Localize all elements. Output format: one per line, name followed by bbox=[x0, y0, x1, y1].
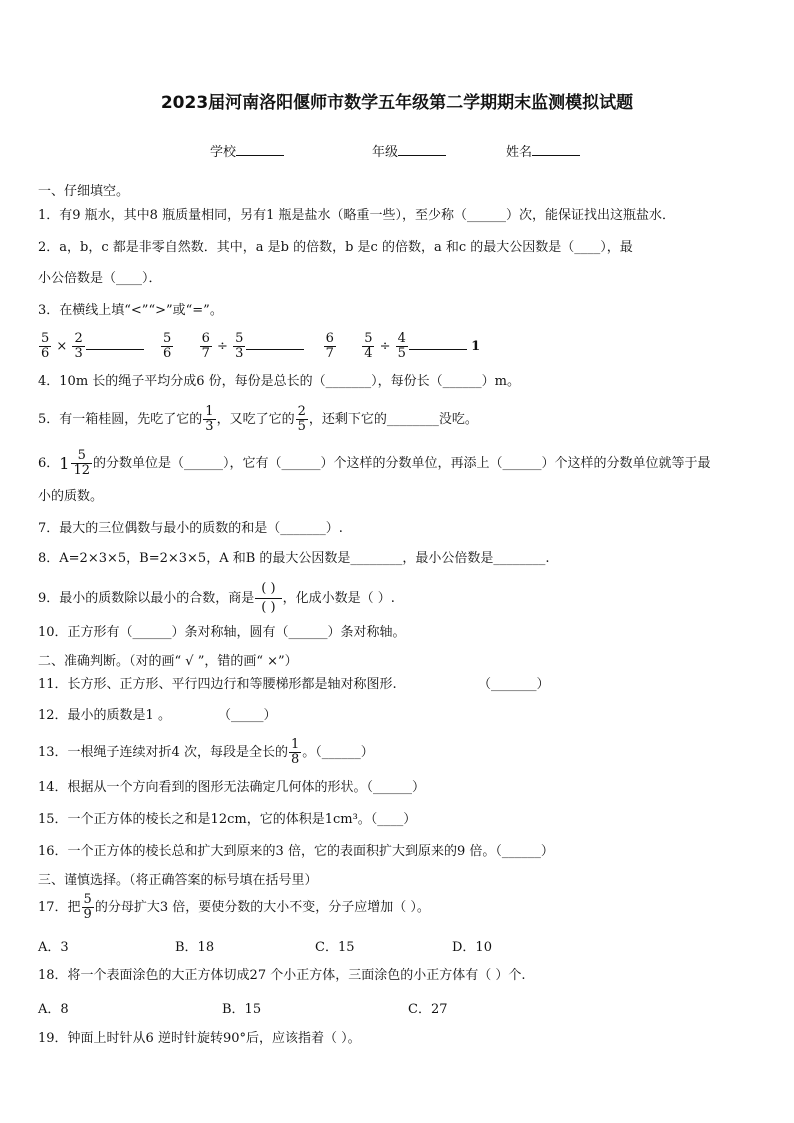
q18-option-c[interactable]: C．27 bbox=[408, 1002, 448, 1017]
question-6-line2: 小的质数。 bbox=[38, 489, 104, 504]
name-field bbox=[506, 141, 580, 160]
fraction: $\frac{5}{6}$ bbox=[163, 331, 172, 361]
mixed-number: 1 $\frac{5}{12}$ bbox=[59, 448, 91, 478]
page-title: 2023届河南洛阳偃师市数学五年级第二学期期末监测模拟试题 bbox=[160, 93, 634, 113]
operator: ÷ bbox=[379, 339, 391, 354]
question-17: 17．把 $\frac{5}{9}$ 的分母扩大3 倍，要使分数的大小不变，分子应增加（ ）。 bbox=[38, 892, 430, 922]
fraction: $\frac{5}{3}$ bbox=[235, 331, 244, 361]
question-11-answer[interactable]: （_______） bbox=[478, 677, 550, 692]
compare-blank[interactable] bbox=[86, 337, 144, 350]
q17-option-b[interactable]: B．18 bbox=[175, 940, 215, 955]
operator: × bbox=[56, 339, 68, 354]
grade-field bbox=[372, 141, 446, 160]
question-13: 13．一根绳子连续对折4 次，每段是全长的 $\frac{1}{8}$ 。（______） bbox=[38, 737, 374, 767]
q18-option-b[interactable]: B．15 bbox=[222, 1002, 262, 1017]
question-14: 14．根据从一个方向看到的图形无法确定几何体的形状。（______） bbox=[38, 780, 426, 795]
school-field bbox=[210, 141, 284, 160]
school-label: 学校 bbox=[210, 145, 237, 160]
fraction: $\frac{2}{3}$ bbox=[74, 331, 83, 361]
q17-option-a[interactable]: A．3 bbox=[38, 940, 69, 955]
question-10: 10．正方形有（______）条对称轴，圆有（______）条对称轴。 bbox=[38, 625, 406, 640]
grade-blank[interactable] bbox=[398, 143, 446, 156]
name-blank[interactable] bbox=[532, 143, 580, 156]
fraction: $\frac{5}{4}$ bbox=[364, 331, 373, 361]
question-4: 4．10m 长的绳子平均分成6 份，每份是总长的（_______），每份长（______）m。 bbox=[38, 374, 521, 389]
school-blank[interactable] bbox=[236, 143, 284, 156]
q17-option-c[interactable]: C．15 bbox=[315, 940, 355, 955]
compare-blank[interactable] bbox=[409, 337, 467, 350]
number-one: 1 bbox=[471, 339, 481, 354]
fraction: $\frac{4}{5}$ bbox=[397, 331, 406, 361]
question-3: 3．在横线上填“<”“>”或“=”。 bbox=[38, 303, 223, 318]
section-1-heading: 一、仔细填空。 bbox=[38, 184, 130, 199]
blank-fraction[interactable]: $\frac{( )}{( )}$ bbox=[255, 580, 281, 617]
question-3-expressions bbox=[38, 332, 480, 361]
question-2-line1: 2．a，b，c 都是非零自然数．其中，a 是b 的倍数，b 是c 的倍数，a 和c 的最大公因数是（____），最 bbox=[38, 240, 633, 255]
question-8: 8．A=2×3×5，B=2×3×5，A 和B 的最大公因数是________，最小公倍数是________. bbox=[38, 551, 550, 566]
fraction: $\frac{5}{6}$ bbox=[41, 331, 50, 361]
question-5: 5．有一箱桂圆，先吃了它的 $\frac{1}{3}$ ，又吃了它的 $\frac{2}{5}$ ，还剩下它的________没吃。 bbox=[38, 404, 478, 434]
fraction: $\frac{6}{7}$ bbox=[201, 331, 210, 361]
fraction: $\frac{1}{3}$ bbox=[205, 404, 214, 434]
grade-label: 年级 bbox=[372, 145, 399, 160]
question-6-line1: 6． 1 $\frac{5}{12}$ 的分数单位是（______），它有（______）个这样的分数单位，再添上（______）个这样的分数单位就等于最 bbox=[38, 448, 711, 478]
name-label: 姓名 bbox=[506, 145, 533, 160]
q18-option-a[interactable]: A．8 bbox=[38, 1002, 69, 1017]
question-15: 15．一个正方体的棱长之和是12cm，它的体积是1cm³。（____） bbox=[38, 812, 417, 827]
q17-option-d[interactable]: D．10 bbox=[452, 940, 492, 955]
question-11: 11．长方形、正方形、平行四边行和等腰梯形都是轴对称图形. bbox=[38, 677, 397, 692]
question-12-answer[interactable]: （_____） bbox=[218, 708, 277, 723]
question-12: 12．最小的质数是1 。 bbox=[38, 708, 171, 723]
fraction: $\frac{5}{9}$ bbox=[83, 892, 92, 922]
question-19: 19．钟面上时针从6 逆时针旋转90°后，应该指着（ ）。 bbox=[38, 1031, 361, 1046]
operator: ÷ bbox=[217, 339, 228, 354]
section-2-heading: 二、准确判断。（对的画“ √ ”，错的画“ ×”） bbox=[38, 654, 298, 669]
fraction: $\frac{1}{8}$ bbox=[290, 737, 300, 767]
question-1: 1．有9 瓶水，其中8 瓶质量相同，另有1 瓶是盐水（略重一些），至少称（______）次，能保证找出这瓶盐水． bbox=[38, 208, 675, 223]
question-7: 7．最大的三位偶数与最小的质数的和是（_______）. bbox=[38, 521, 343, 536]
question-16: 16．一个正方体的棱长总和扩大到原来的3 倍，它的表面积扩大到原来的9 倍。（______） bbox=[38, 844, 554, 859]
compare-blank[interactable] bbox=[246, 337, 304, 350]
question-2-line2: 小公倍数是（____）． bbox=[38, 271, 162, 286]
question-18: 18．将一个表面涂色的大正方体切成27 个小正方体，三面涂色的小正方体有（ ）个. bbox=[38, 968, 526, 983]
fraction: $\frac{2}{5}$ bbox=[297, 404, 306, 434]
fraction: $\frac{6}{7}$ bbox=[325, 331, 334, 361]
question-9: 9．最小的质数除以最小的合数，商是 $\frac{( )}{( )}$ ，化成小数是（ ）. bbox=[38, 581, 395, 615]
section-3-heading: 三、谨慎选择。（将正确答案的标号填在括号里） bbox=[38, 873, 318, 888]
